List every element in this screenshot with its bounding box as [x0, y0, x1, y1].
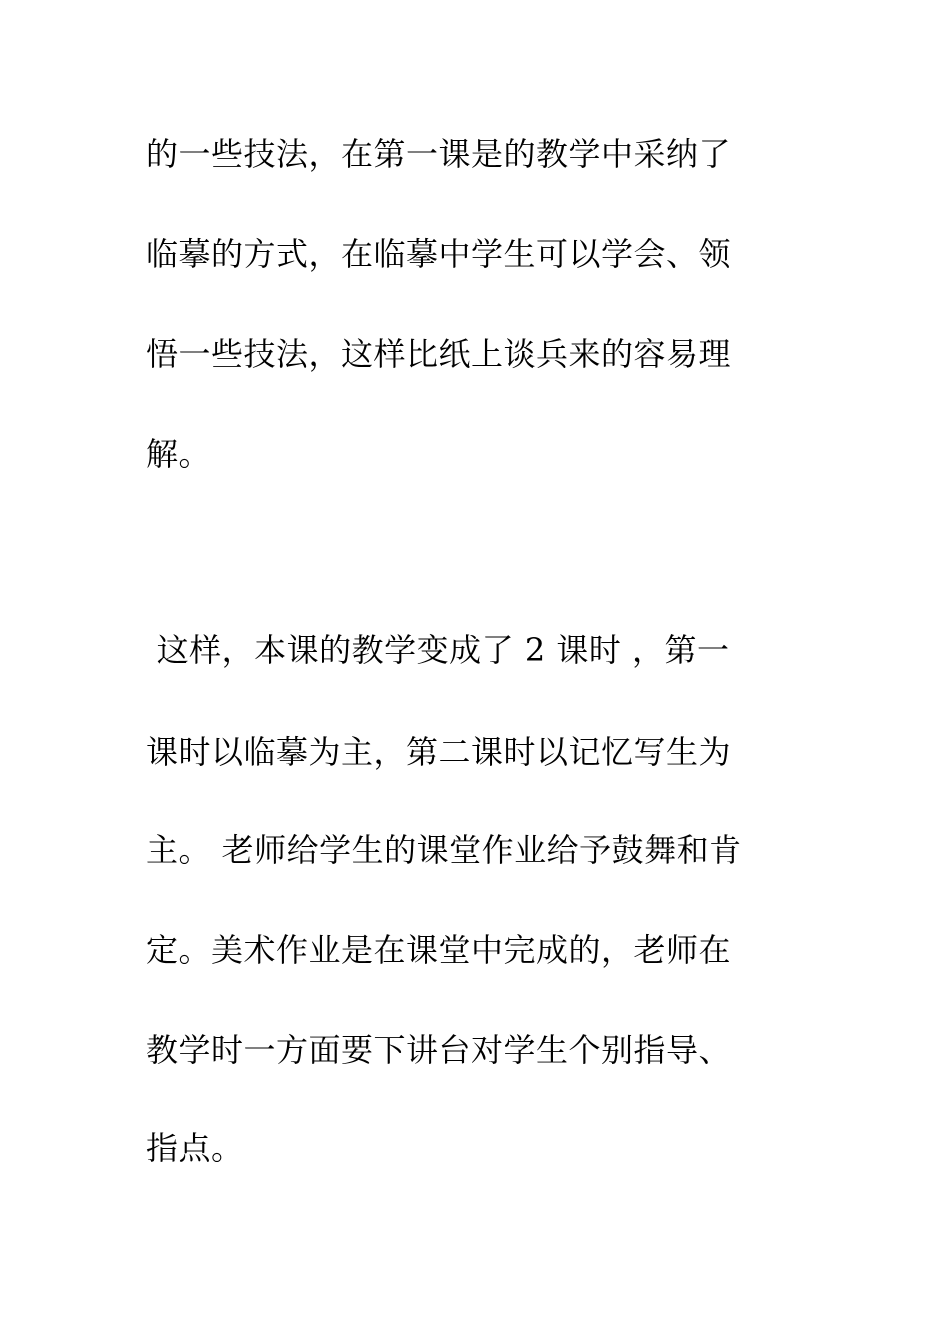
text-line: 定。美术作业是在课堂中完成的，老师在 [146, 931, 732, 969]
text-line: 课时以临摹为主，第二课时以记忆写生为 [146, 733, 732, 771]
text-line: 指点。 [146, 1129, 244, 1167]
text-line: 教学时一方面要下讲台对学生个别指导、 [146, 1031, 732, 1069]
text-line: 这样，本课的教学变成了 2 课时 ，第一 [146, 631, 730, 669]
text-line: 临摹的方式，在临摹中学生可以学会、领 [146, 235, 732, 273]
text-line: 的一些技法，在第一课是的教学中采纳了 [146, 135, 732, 173]
text-line: 解。 [146, 435, 212, 473]
text-line: 主。 老师给学生的课堂作业给予鼓舞和肯 [146, 831, 742, 869]
text-line: 悟一些技法，这样比纸上谈兵来的容易理 [146, 335, 732, 373]
